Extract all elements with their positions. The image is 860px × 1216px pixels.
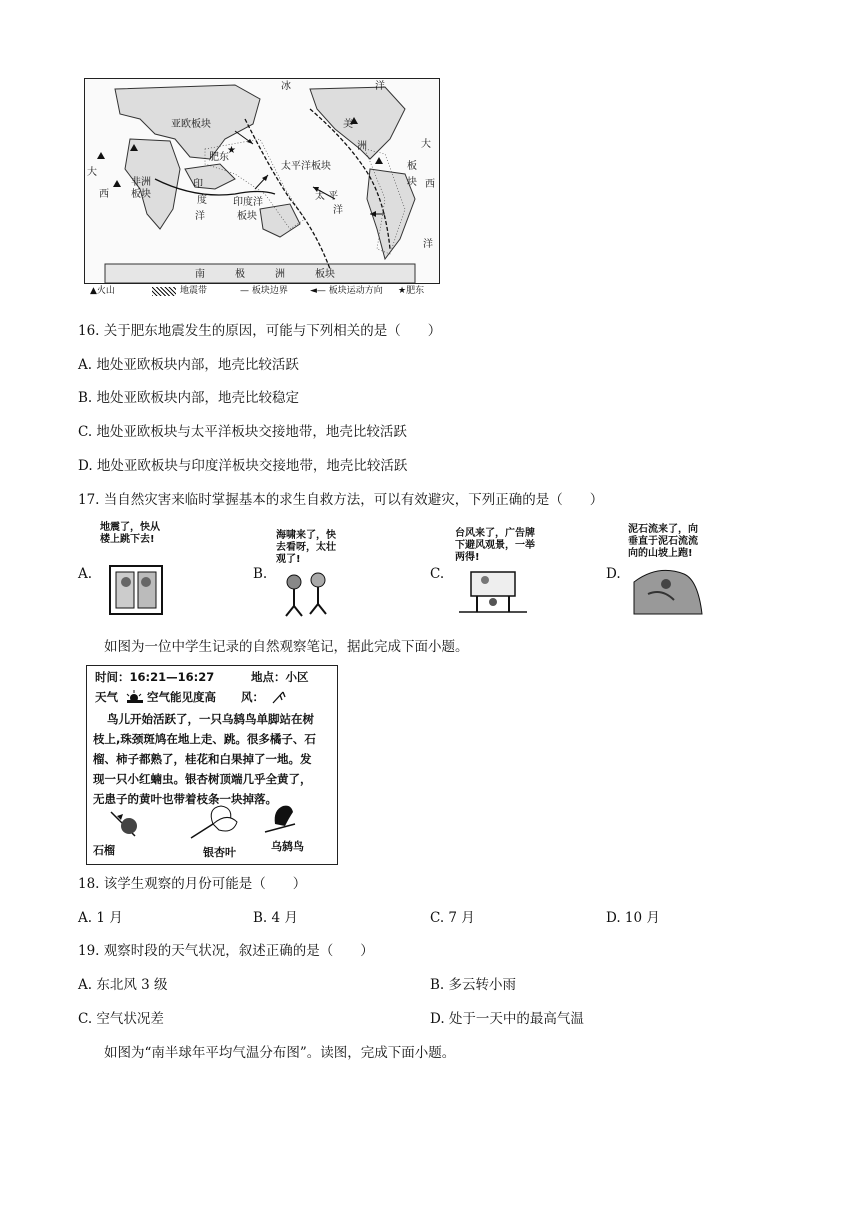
q16-option-b[interactable]: B. 地处亚欧板块内部，地壳比较稳定 [78,390,300,406]
q19-option-d[interactable]: D. 处于一天中的最高气温 [430,1011,584,1027]
cloud-sun-icon [125,690,145,704]
caption-bird: 乌鸫鸟 [271,840,304,853]
map-label-du: 度 [197,195,207,206]
q17-option-d-cartoon[interactable] [628,524,728,622]
blackbird-icon [261,802,301,836]
q16-option-d[interactable]: D. 地处亚欧板块与印度洋板块交接地带，地壳比较活跃 [78,458,408,474]
q17-option-d-letter[interactable]: D. [606,566,621,582]
map-label-zhou-antarctic: 洲 [275,269,285,280]
map-label-yang-pacific: 洋 [333,205,343,216]
legend-star: ★肥东 [398,286,425,296]
notebook-time: 时间：16:21—16:27 [95,670,215,684]
q19-option-c[interactable]: C. 空气状况差 [78,1011,164,1027]
q19-option-a[interactable]: A. 东北风 3 级 [78,977,168,993]
notebook-place: 地点：小区 [251,670,309,684]
legend-volcano: ▲火山 [90,286,115,296]
caption-ginkgo: 银杏叶 [203,846,236,859]
map-label-eurasian-plate: 亚欧板块 [171,119,211,130]
mudslide-illustration [628,524,728,622]
pomegranate-icon [107,806,147,844]
notebook-line-2: 枝上,珠颈斑鸠在地上走、跳。很多橘子、石 [93,732,316,746]
map-label-antarctic-plate: 板块 [315,269,335,280]
q17-stem: 17. 当自然灾害来临时掌握基本的求生自救方法，可以有效避灾，下列正确的是（ ） [78,492,604,508]
svg-text:★: ★ [227,145,236,156]
q17-option-c-cartoon[interactable] [455,528,555,626]
map-label-da-left: 大 [87,167,97,178]
q17-option-a-cartoon[interactable] [100,522,200,620]
q17-option-a-bubble: 地震了，快从楼上跳下去! [100,522,160,545]
map-label-africa-plate: 板块 [131,189,151,200]
q17-option-a-letter[interactable]: A. [78,566,93,582]
ginkgo-leaf-icon [183,804,243,844]
q16-stem: 16. 关于肥东地震发生的原因，可能与下列相关的是（ ） [78,323,442,339]
map-label-ban: 板 [407,161,417,172]
q17-option-c-letter[interactable]: C. [430,566,445,582]
q18-stem: 18. 该学生观察的月份可能是（ ） [78,876,307,892]
intro-notebook: 如图为一位中学生记录的自然观察笔记，据此完成下面小题。 [104,639,469,655]
map-label-ice: 冰 [281,81,291,92]
building-window-illustration [100,522,200,620]
q18-option-b[interactable]: B. 4 月 [253,910,298,926]
notebook-line-4: 现一只小红蝻虫。银杏树顶端几乎全黄了， [93,772,312,786]
q16-option-a[interactable]: A. 地处亚欧板块内部，地壳比较活跃 [78,357,299,373]
map-label-yang-right: 洋 [423,239,433,250]
notebook-wind-label: 风： [241,690,264,704]
q19-stem: 19. 观察时段的天气状况，叙述正确的是（ ） [78,943,374,959]
q18-option-c[interactable]: C. 7 月 [430,910,475,926]
intro-southern-hemisphere-map: 如图为“南半球年平均气温分布图”。读图，完成下面小题。 [104,1045,456,1061]
caption-pomegranate: 石榴 [93,844,115,857]
map-label-nan: 南 [195,269,205,280]
q18-option-d[interactable]: D. 10 月 [606,910,660,926]
map-label-indian-plate: 板块 [237,211,257,222]
notebook-weather-label: 天气 [95,690,118,704]
q17-option-d-bubble: 泥石流来了，向垂直于泥石流流向的山坡上跑! [628,524,698,559]
map-label-xi-left: 西 [99,189,109,200]
two-people-illustration [276,530,376,628]
map-label-taiping: 太 平 [315,191,339,202]
notebook-line-3: 榴、柿子都熟了，桂花和白果掉了一地。发 [93,752,312,766]
map-label-africa: 非洲 [131,177,151,188]
map-label-yin: 印 [193,179,203,190]
map-label-ocean: 洋 [375,81,385,92]
q16-option-c[interactable]: C. 地处亚欧板块与太平洋板块交接地带，地壳比较活跃 [78,424,407,440]
map-label-kuai: 块 [407,177,417,188]
q17-option-b-letter[interactable]: B. [253,566,268,582]
legend-quake-swatch [152,287,176,296]
map-label-xi-right: 西 [425,179,435,190]
map-label-pacific-plate: 太平洋板块 [281,161,331,172]
legend-direction: ◄— 板块运动方向 [310,286,383,296]
billboard-illustration [455,528,555,626]
notebook-line-5: 无患子的黄叶也带着枝条一块掉落。 [93,792,277,806]
nature-notebook [86,665,338,865]
legend-boundary: — 板块边界 [240,286,288,296]
map-legend [90,286,440,298]
plate-map-figure [84,78,440,296]
map-label-america: 美 [343,119,353,130]
legend-quake: 地震带 [180,286,208,296]
map-label-ji: 极 [235,269,245,280]
notebook-line-1: 鸟儿开始活跃了，一只乌鸫鸟单脚站在树 [107,712,314,726]
plate-map [84,78,440,284]
q17-option-b-cartoon[interactable] [276,530,376,628]
map-label-feidong: 肥东 [209,152,229,163]
q19-option-b[interactable]: B. 多云转小雨 [430,977,517,993]
q17-option-b-bubble: 海啸来了，快去看呀，太壮观了! [276,530,336,565]
map-label-du-yang: 洋 [195,211,205,222]
map-label-da: 大 [421,139,431,150]
q17-option-c-bubble: 台风来了，广告牌下避风观景，一举两得! [455,528,535,563]
q18-option-a[interactable]: A. 1 月 [78,910,123,926]
map-label-zhou: 洲 [357,141,367,152]
notebook-visibility: 空气能见度高 [147,690,216,704]
map-label-indian-ocean: 印度洋 [233,197,263,208]
wind-barb-icon [271,690,287,704]
